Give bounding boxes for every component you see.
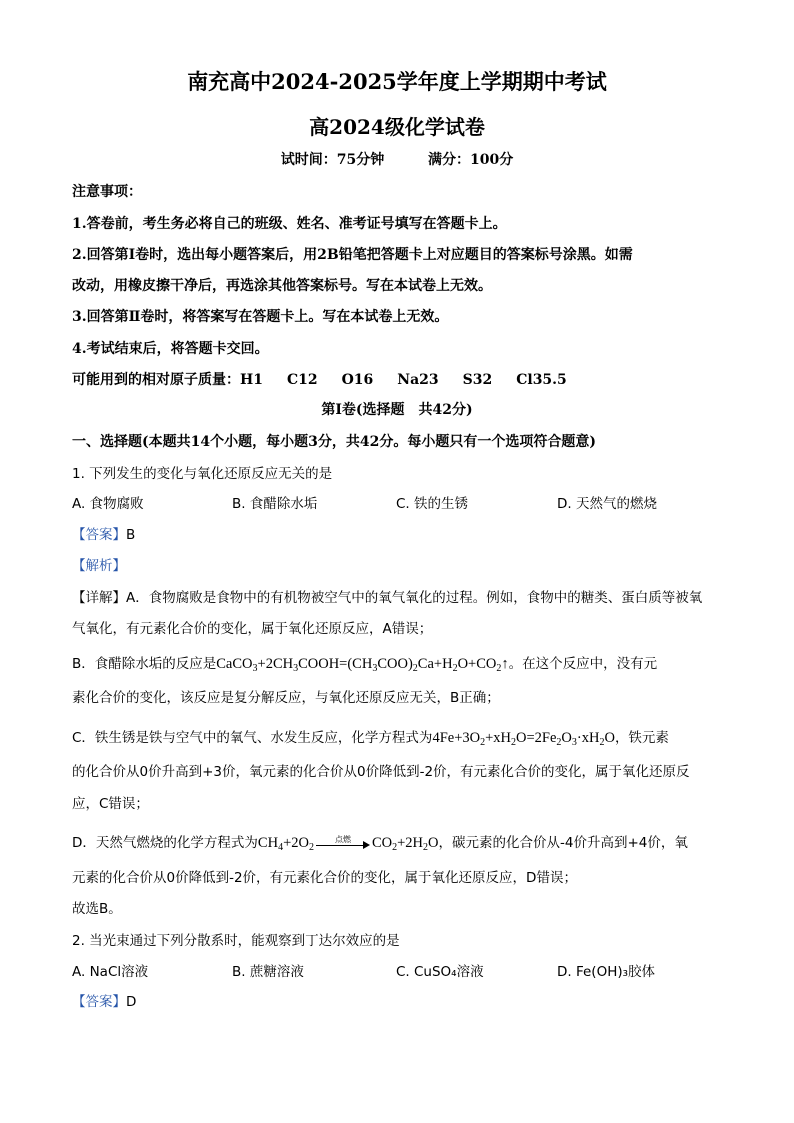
q1-detail-b1: B．食醋除水垢的反应是$CaCO_3+2CH_3COOH=(CH_3COO)_2Ca+H_2O+CO_2↑$。在这个反应中，没有元 (72, 656, 658, 674)
part1-heading: 第Ⅰ卷(选择题 共42分) (321, 402, 473, 418)
atom-s: S32 (462, 372, 493, 388)
q1-option-c: C. 铁的生锈 (396, 496, 469, 512)
equation-d: $CH_4+2O_2$ 点燃 $CO_2+2H_2O$ (257, 834, 439, 853)
notice-heading: 注意事项： (72, 184, 142, 200)
atom-na: Na23 (397, 372, 439, 388)
atom-h: H1 (240, 372, 263, 388)
q1-detail-b2: 素化合价的变化，该反应是复分解反应，与氧化还原反应无关，B正确； (72, 690, 500, 706)
q1-detail-c2: 的化合价从0价升高到+3价，氧元素的化合价从0价降低到-2价，有元素化合价的变化，属于氧化还原反 (72, 764, 690, 780)
q1-option-b: B. 食醋除水垢 (232, 496, 318, 512)
atom-o: O16 (341, 372, 374, 388)
exam-score: 满分：100分 (428, 152, 514, 168)
part1-instruction: 一、选择题(本题共14个小题，每小题3分，共42分。每小题只有一个选项符合题意) (72, 434, 596, 450)
q1-stem: 1. 下列发生的变化与氧化还原反应无关的是 (72, 466, 333, 482)
notice-item-4: 4.考试结束后，将答题卡交回。 (72, 341, 269, 357)
equation-b: $CaCO_3+2CH_3COOH=(CH_3COO)_2Ca+H_2O+CO_2↑$ (216, 656, 509, 674)
q2-option-a: A. NaCl溶液 (72, 964, 149, 980)
q1-option-d: D. 天然气的燃烧 (557, 496, 657, 512)
q1-answer (72, 525, 726, 545)
notice-item-2: 2.回答第Ⅰ卷时，选出每小题答案后，用2B铅笔把答题卡上对应题目的答案标号涂黑。如需 (72, 247, 633, 263)
reaction-arrow: 点燃 (314, 837, 372, 851)
exam-meta (0, 150, 794, 170)
notice-item-3: 3.回答第Ⅱ卷时，将答案写在答题卡上。写在本试卷上无效。 (72, 309, 449, 325)
q1-answer-value: B (126, 527, 136, 543)
detail-tag: 【详解】 (72, 590, 126, 606)
atomic-masses (72, 370, 726, 390)
equation-c: $4Fe+3O_2+xH_2O=2Fe_2O_3\cdot xH_2O$ (432, 730, 615, 748)
atom-c: C12 (286, 372, 318, 388)
notice-item-1: 1.答卷前，考生务必将自己的班级、姓名、准考证号填写在答题卡上。 (72, 216, 507, 232)
answer-tag: 【答案】 (72, 994, 126, 1010)
q1-detail-a2: 气氧化，有元素化合价的变化，属于氧化还原反应，A错误； (72, 621, 433, 637)
atom-cl: Cl35.5 (516, 372, 567, 388)
q1-analysis-tag: 【解析】 (72, 558, 126, 574)
q2-option-c: C. CuSO₄溶液 (396, 964, 484, 980)
q1-detail-c3: 应，C错误； (72, 796, 149, 812)
q1-detail-a1: 【详解】A．食物腐败是食物中的有机物被空气中的氧气氧化的过程。例如，食物中的糖类、蛋白质等被氧 (72, 590, 703, 606)
atomic-masses-label: 可能用到的相对原子质量： (72, 372, 240, 388)
q1-conclusion: 故选B。 (72, 901, 122, 917)
q2-option-d: D. Fe(OH)₃胶体 (557, 964, 656, 980)
q2-stem: 2. 当光束通过下列分散系时，能观察到丁达尔效应的是 (72, 933, 400, 949)
exam-title: 南充高中2024-2025学年度上学期期中考试 (187, 69, 607, 94)
answer-tag: 【答案】 (72, 527, 126, 543)
q2-answer-value: D (126, 994, 137, 1010)
notice-item-2-cont: 改动，用橡皮擦干净后，再选涂其他答案标号。写在本试卷上无效。 (72, 278, 492, 294)
q1-option-a: A. 食物腐败 (72, 496, 144, 512)
q1-detail-d1: D．天然气燃烧的化学方程式为$CH_4+2O_2$ 点燃 $CO_2+2H_2O$，碳元素的化合价从-4价升高到+4价，氧 (72, 834, 688, 853)
q1-detail-d2: 元素的化合价从0价降低到-2价，有元素化合价的变化，属于氧化还原反应，D错误； (72, 870, 577, 886)
exam-subtitle: 高2024级化学试卷 (309, 115, 485, 139)
exam-time: 试时间：75分钟 (280, 152, 385, 168)
q1-detail-c1: C．铁生锈是铁与空气中的氧气、水发生反应，化学方程式为$4Fe+3O_2+xH_2O=2Fe_2O_3\cdot xH_2O$，铁元素 (72, 730, 669, 748)
q2-option-b: B. 蔗糖溶液 (232, 964, 304, 980)
q2-answer (72, 992, 726, 1012)
